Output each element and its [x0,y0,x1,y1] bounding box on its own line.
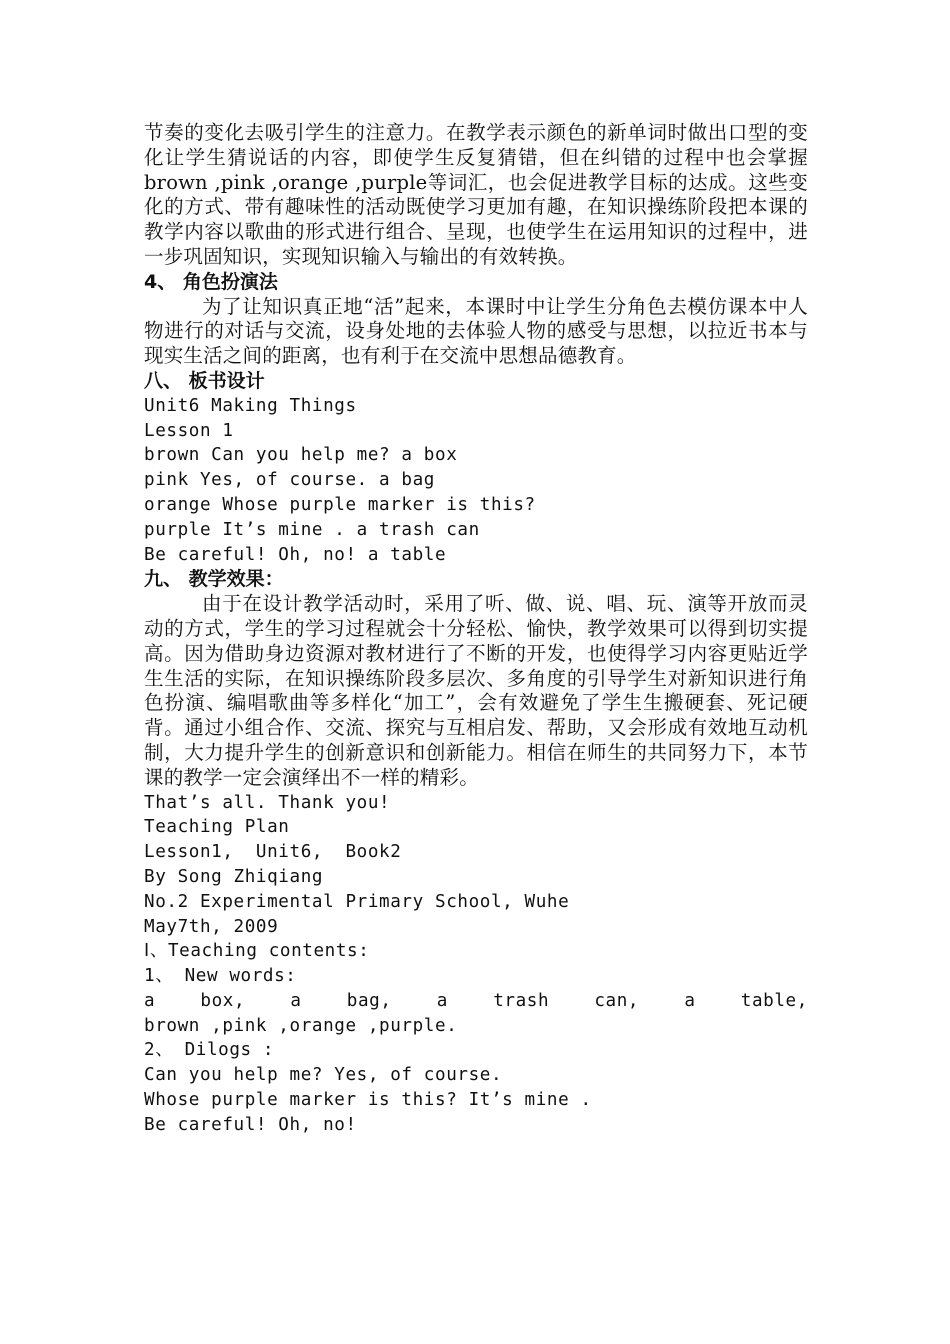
paragraph-teaching-effect: 由于在设计教学活动时，采用了听、做、说、唱、玩、演等开放而灵动的方式，学生的学习过程就会十分轻松、愉快，教学效果可以得到切实提高。因为借助身边资源对教材进行了不断的开发，也使得学习内容更贴近学生生活的实际，在知识操练阶段多层次、多角度的引导学生对新知识进行角色扮演、编唱歌曲等多样化“加工”，会有效避免了学生生搬硬套、死记硬背。通过小组合作、交流、探究与互相启发、帮助，又会形成有效地互动机制，大力提升学生的创新意识和创新能力。相信在师生的共同努力下，本节课的教学一定会演绎出不一样的精彩。 [144,592,808,789]
word-token: bag, [346,990,392,1011]
date-line: May7th, 2009 [144,916,279,937]
paragraph-rhythm-change: 节奏的变化去吸引学生的注意力。在教学表示颜色的新单词时做出口型的变化让学生猜说话的内容，即使学生反复猜错，但在纠错的过程中也会掌握brown ,pink ,orange ,purple等词汇，也会促进教学目标的达成。这些变化的方式、带有趣味性的活动既使学习更加有趣，在知识操练阶段把本课的教学内容以歌曲的形式进行组合、呈现，也使学生在运用知识的过程中，进一步巩固知识，实现知识输入与输出的有效转换。 [144,121,808,268]
heading-role-play: 4、 角色扮演法 [144,270,278,293]
word-token: table, [740,990,808,1011]
word-token: a [436,990,448,1011]
plan-title: Teaching Plan [144,817,290,838]
word-token: a [290,990,302,1011]
paragraph-role-play: 为了让知识真正地“活”起来，本课时中让学生分角色去模仿课本中人物进行的对话与交流，设身处地的去体验人物的感受与思想，以拉近书本与现实生活之间的距离，也有利于在交流中思想品德教育。 [144,294,808,368]
lesson-line: Lesson1, Unit6, Book2 [144,842,402,863]
word-token: a [684,990,696,1011]
word-token: box, [200,990,246,1011]
heading-new-words: 1、 New words: [144,966,297,987]
document-page [144,121,808,1138]
board-line: Be careful! Oh, no! a table [144,544,447,565]
board-line: orange Whose purple marker is this? [144,494,536,515]
dialog-line: Whose purple marker is this? It’s mine . [144,1090,592,1111]
dialog-line: Can you help me? Yes, of course. [144,1065,503,1086]
word-token: trash [493,990,550,1011]
board-line: brown Can you help me? a box [144,445,458,466]
closing-line: That’s all. Thank you! [144,792,391,813]
word-token: a [144,990,156,1011]
board-line: Unit6 Making Things [144,395,357,416]
heading-teaching-effect: 九、 教学效果： [144,568,284,591]
board-design-block [144,394,808,568]
color-words-line: brown ,pink ,orange ,purple. [144,1015,458,1036]
board-line: purple It’s mine . a trash can [144,519,480,540]
author-line: By Song Zhiqiang [144,866,324,887]
heading-board-design: 八、 板书设计 [144,369,265,392]
board-line: pink Yes, of course. a bag [144,470,436,491]
new-words-line [144,989,808,1014]
board-line: Lesson 1 [144,420,234,441]
heading-teaching-contents: Ⅰ、Teaching contents: [144,941,370,962]
dialog-line: Be careful! Oh, no! [144,1114,357,1135]
heading-dialogs: 2、 Dilogs : [144,1040,275,1061]
word-token: can, [594,990,640,1011]
school-line: No.2 Experimental Primary School, Wuhe [144,891,570,912]
